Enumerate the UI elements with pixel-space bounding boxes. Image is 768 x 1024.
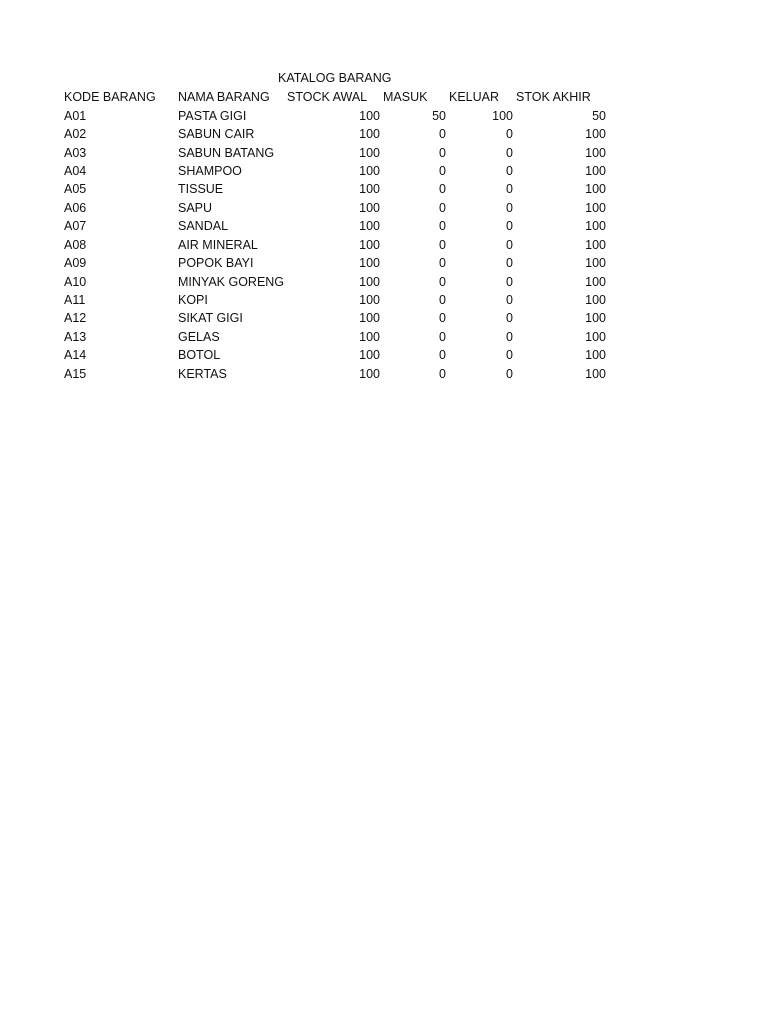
cell-nama-barang: GELAS [178,329,220,344]
cell-stock-awal: 100 [359,329,380,344]
cell-stok-akhir: 50 [592,108,606,123]
cell-stok-akhir: 100 [585,163,606,178]
cell-kode-barang: A12 [64,311,87,326]
table-row [64,143,606,161]
cell-kode-barang: A14 [64,348,87,363]
cell-keluar: 100 [492,108,513,123]
cell-keluar: 0 [506,293,513,308]
cell-nama-barang: POPOK BAYI [178,256,254,271]
cell-keluar: 0 [506,145,513,160]
cell-nama-barang: KERTAS [178,366,227,381]
cell-kode-barang: A15 [64,366,87,381]
cell-kode-barang: A09 [64,256,87,271]
table-row [64,272,606,290]
table-row [64,180,606,198]
cell-masuk: 0 [439,311,446,326]
catalog-table [64,88,606,383]
cell-stok-akhir: 100 [585,274,606,289]
table-row [64,199,606,217]
cell-stok-akhir: 100 [585,256,606,271]
cell-masuk: 0 [439,127,446,142]
document-title: KATALOG BARANG [278,71,392,85]
cell-stock-awal: 100 [359,256,380,271]
cell-stock-awal: 100 [359,163,380,178]
header-stock-awal: STOCK AWAL [287,90,368,105]
cell-stock-awal: 100 [359,200,380,215]
cell-nama-barang: SAPU [178,200,213,215]
cell-kode-barang: A04 [64,163,87,178]
cell-kode-barang: A03 [64,145,87,160]
cell-stok-akhir: 100 [585,237,606,252]
cell-stock-awal: 100 [359,366,380,381]
cell-keluar: 0 [506,256,513,271]
header-nama-barang: NAMA BARANG [178,90,270,105]
cell-masuk: 0 [439,182,446,197]
cell-keluar: 0 [506,237,513,252]
table-row [64,236,606,254]
table-row [64,309,606,327]
cell-stok-akhir: 100 [585,200,606,215]
cell-stok-akhir: 100 [585,145,606,160]
cell-keluar: 0 [506,219,513,234]
header-masuk: MASUK [383,90,428,105]
cell-nama-barang: TISSUE [178,182,224,197]
cell-masuk: 0 [439,200,446,215]
cell-stock-awal: 100 [359,274,380,289]
cell-kode-barang: A11 [64,293,86,308]
cell-keluar: 0 [506,274,513,289]
cell-keluar: 0 [506,127,513,142]
cell-keluar: 0 [506,348,513,363]
cell-keluar: 0 [506,311,513,326]
table-row [64,106,606,124]
cell-stok-akhir: 100 [585,329,606,344]
cell-nama-barang: PASTA GIGI [178,108,247,123]
cell-kode-barang: A02 [64,127,87,142]
cell-kode-barang: A13 [64,329,87,344]
cell-masuk: 0 [439,274,446,289]
cell-stock-awal: 100 [359,219,380,234]
header-keluar: KELUAR [449,90,500,105]
cell-stock-awal: 100 [359,145,380,160]
cell-nama-barang: MINYAK GORENG [178,274,285,289]
cell-masuk: 0 [439,237,446,252]
cell-masuk: 0 [439,163,446,178]
cell-stok-akhir: 100 [585,182,606,197]
table-row [64,328,606,346]
table-row [64,291,606,309]
cell-keluar: 0 [506,163,513,178]
cell-masuk: 50 [432,108,446,123]
table-row [64,125,606,143]
cell-nama-barang: KOPI [178,293,208,308]
cell-kode-barang: A05 [64,182,87,197]
cell-masuk: 0 [439,219,446,234]
cell-nama-barang: AIR MINERAL [178,237,258,252]
cell-keluar: 0 [506,366,513,381]
cell-stok-akhir: 100 [585,311,606,326]
cell-masuk: 0 [439,256,446,271]
table-row [64,346,606,364]
cell-kode-barang: A01 [64,108,87,123]
table-header-row [64,88,606,106]
cell-kode-barang: A08 [64,237,87,252]
cell-stock-awal: 100 [359,311,380,326]
cell-stok-akhir: 100 [585,293,606,308]
header-kode-barang: KODE BARANG [64,90,156,105]
table-row [64,217,606,235]
cell-keluar: 0 [506,182,513,197]
cell-nama-barang: SABUN CAIR [178,127,255,142]
cell-stock-awal: 100 [359,293,380,308]
cell-nama-barang: SHAMPOO [178,163,242,178]
cell-stock-awal: 100 [359,127,380,142]
cell-masuk: 0 [439,348,446,363]
cell-nama-barang: SIKAT GIGI [178,311,243,326]
cell-stock-awal: 100 [359,182,380,197]
cell-stock-awal: 100 [359,237,380,252]
cell-stock-awal: 100 [359,108,380,123]
header-stok-akhir: STOK AKHIR [516,90,591,105]
cell-stok-akhir: 100 [585,127,606,142]
table-row [64,162,606,180]
cell-stok-akhir: 100 [585,366,606,381]
cell-masuk: 0 [439,293,446,308]
cell-stok-akhir: 100 [585,348,606,363]
cell-nama-barang: BOTOL [178,348,221,363]
cell-masuk: 0 [439,366,446,381]
table-row [64,365,606,383]
table-row [64,254,606,272]
cell-kode-barang: A07 [64,219,87,234]
cell-stock-awal: 100 [359,348,380,363]
cell-masuk: 0 [439,329,446,344]
table-body [64,106,606,383]
cell-nama-barang: SANDAL [178,219,229,234]
cell-stok-akhir: 100 [585,219,606,234]
cell-kode-barang: A10 [64,274,87,289]
cell-kode-barang: A06 [64,200,87,215]
cell-masuk: 0 [439,145,446,160]
cell-keluar: 0 [506,329,513,344]
cell-keluar: 0 [506,200,513,215]
cell-nama-barang: SABUN BATANG [178,145,275,160]
